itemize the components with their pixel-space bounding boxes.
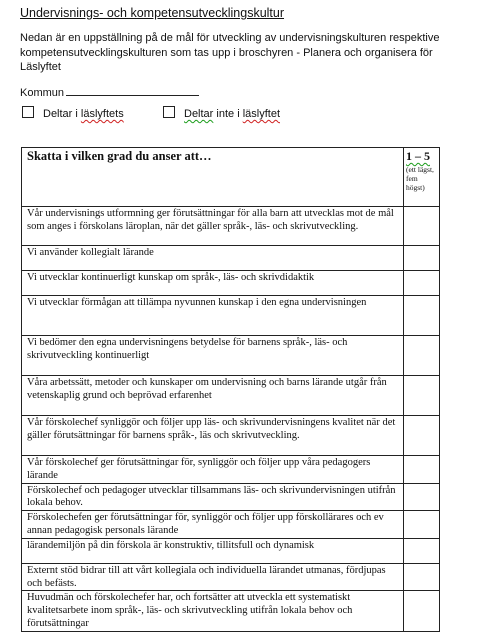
rating-cell[interactable] [404,483,440,511]
question-text: Vi använder kollegialt lärande [22,246,404,271]
rating-cell[interactable] [404,246,440,271]
rating-cell[interactable] [404,416,440,456]
table-row [22,246,440,271]
kommun-line[interactable] [66,85,199,96]
question-text: Huvudmän och förskolechefer har, och fortsätter att utveckla ett systematiskt kvalitetsarbete inom språk-, läs- och skrivutveckling utifrån lokala behov och förutsättningar [22,591,404,631]
table-header-row [22,148,440,207]
rating-cell[interactable] [404,296,440,336]
kommun-field[interactable] [20,85,199,99]
rating-cell[interactable] [404,563,440,591]
table-row [22,483,440,511]
rating-cell[interactable] [404,271,440,296]
table-row [22,591,440,631]
rating-cell[interactable] [404,336,440,376]
table-row [22,456,440,484]
question-text: Vi utvecklar kontinuerligt kunskap om språk-, läs- och skrivdidaktik [22,271,404,296]
checkbox-deltar-inte[interactable] [163,106,175,118]
table-row [22,511,440,539]
table-row [22,271,440,296]
question-text: Vår undervisnings utformning ger förutsättningar för alla barn att utvecklas mot de mål som anges i förskolans läroplan, när det gäller språk-, läs- och skrivutveckling. [22,207,404,246]
table-row [22,563,440,591]
page-title: Undervisnings- och kompetensutvecklingskultur [20,6,285,20]
rating-cell[interactable] [404,591,440,631]
table-row [22,336,440,376]
scale-note: (ett lägst, fem högst) [406,165,434,192]
question-header: Skatta i vilken grad du anser att… [22,148,404,207]
question-text: Förskolechefen ger förutsättningar för, synliggör och följer upp förskollärares och ev annan pedagogisk personals lärande [22,511,404,539]
option-deltar-inte[interactable]: Deltar inte i läslyftet [163,106,280,120]
table-row [22,376,440,416]
question-text: Våra arbetssätt, metoder och kunskaper om undervisning och barns lärande utgår från vetenskaplig grund och beprövad erfarenhet [22,376,404,416]
table-row [22,538,440,563]
question-text: Vi bedömer den egna undervisningens betydelse för barnens språk-, läs- och skrivutveckling kontinuerligt [22,336,404,376]
table-row [22,207,440,246]
kommun-label: Kommun [20,87,65,99]
checkbox-deltar[interactable] [22,106,34,118]
question-text: lärandemiljön på din förskola är konstruktiv, tillitsfull och dynamisk [22,538,404,563]
question-text: Vår förskolechef synliggör och följer upp läs- och skrivundervisningens kvalitet när det gäller förutsättningar för barnens språk-, läs och skrivutveckling. [22,416,404,456]
rating-cell[interactable] [404,511,440,539]
rating-cell[interactable] [404,207,440,246]
rating-cell[interactable] [404,538,440,563]
question-text: Vi utvecklar förmågan att tillämpa nyvunnen kunskap i den egna undervisningen [22,296,404,336]
intro-text: Nedan är en uppställning på de mål för utveckling av undervisningskulturen respektive kompetensutvecklingskulturen som tas upp i broschyren - Planera och organisera för Läslyftet [20,32,440,73]
question-text: Förskolechef och pedagoger utvecklar tillsammans läs- och skrivundervisningen utifrån lokala behov. [22,483,404,511]
rating-table [21,147,440,632]
rating-cell[interactable] [404,456,440,484]
scale-header: 1 – 5 (ett lägst, fem högst) [404,148,440,207]
question-text: Vår förskolechef ger förutsättningar för, synliggör och följer upp våra pedagogers lärande [22,456,404,484]
table-row [22,296,440,336]
rating-cell[interactable] [404,376,440,416]
option-deltar[interactable]: Deltar i läslyftets [22,106,124,120]
question-text: Externt stöd bidrar till att vårt kollegiala och individuella lärandet utmanas, fördjupas och befästs. [22,563,404,591]
table-row [22,416,440,456]
